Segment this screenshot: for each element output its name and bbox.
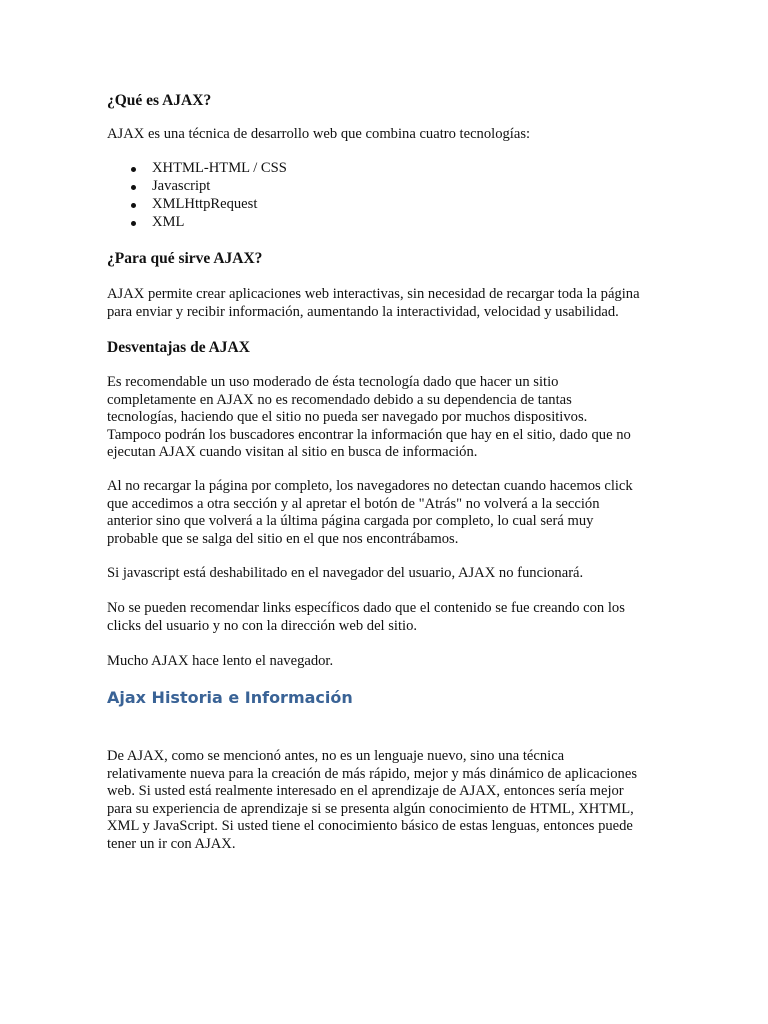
paragraph-desventajas-4: No se pueden recomendar links específicos dado que el contenido se fue creando con los clicks del usuario y no con la dirección web del sitio. [107,600,625,634]
heading-desventajas: Desventajas de AJAX [107,339,250,356]
paragraph-intro: AJAX es una técnica de desarrollo web que combina cuatro tecnologías: [107,126,531,142]
paragraph-historia: De AJAX, como se mencionó antes, no es un lenguaje nuevo, sino una técnica relativamente nueva para la creación de más rápido, mejor y más dinámico de aplicaciones web. Si usted está realmente interesado en el aprendizaje de AJAX, entonces sería mejor para su experiencia de aprendizaje si se presenta algún conocimiento de HTML, XHTML, XML y JavaScript. Si usted tiene el conocimiento básico de estas lenguas, entonces puede tener un ir con AJAX. [107,748,638,852]
list-item: Javascript [107,178,287,196]
paragraph-para-que-sirve: AJAX permite crear aplicaciones web interactivas, sin necesidad de recargar toda la página para enviar y recibir información, aumentando la interactividad, velocidad y usabilidad. [107,286,640,320]
list-item: XML [107,214,287,232]
bullet-icon [131,167,136,172]
bullet-icon [131,221,136,226]
bullet-icon [131,185,136,190]
heading-que-es-ajax: ¿Qué es AJAX? [107,92,212,109]
list-item: XHTML-HTML / CSS [107,160,287,178]
bullet-icon [131,203,136,208]
technologies-list [107,160,287,232]
list-item: XMLHttpRequest [107,196,287,214]
paragraph-desventajas-5: Mucho AJAX hace lento el navegador. [107,653,334,669]
heading-historia: Ajax Historia e Información [107,688,353,707]
paragraph-desventajas-3: Si javascript está deshabilitado en el navegador del usuario, AJAX no funcionará. [107,565,584,581]
paragraph-desventajas-1: Es recomendable un uso moderado de ésta tecnología dado que hacer un sitio completamente en AJAX no es recomendado debido a su dependencia de tantas tecnologías, haciendo que el sitio no pueda ser navegado por muchos dispositivos. Tampoco podrán los buscadores encontrar la información que hay en el sitio, dado que no ejecutan AJAX cuando visitan al sitio en busca de información. [107,374,631,460]
heading-para-que-sirve: ¿Para qué sirve AJAX? [107,250,263,267]
paragraph-desventajas-2: Al no recargar la página por completo, los navegadores no detectan cuando hacemos click que accedimos a otra sección y al apretar el botón de "Atrás" no volverá a la sección anterior sino que volverá a la última página cargada por completo, lo cual será muy probable que se salga del sitio en el que nos encontrábamos. [107,478,633,547]
